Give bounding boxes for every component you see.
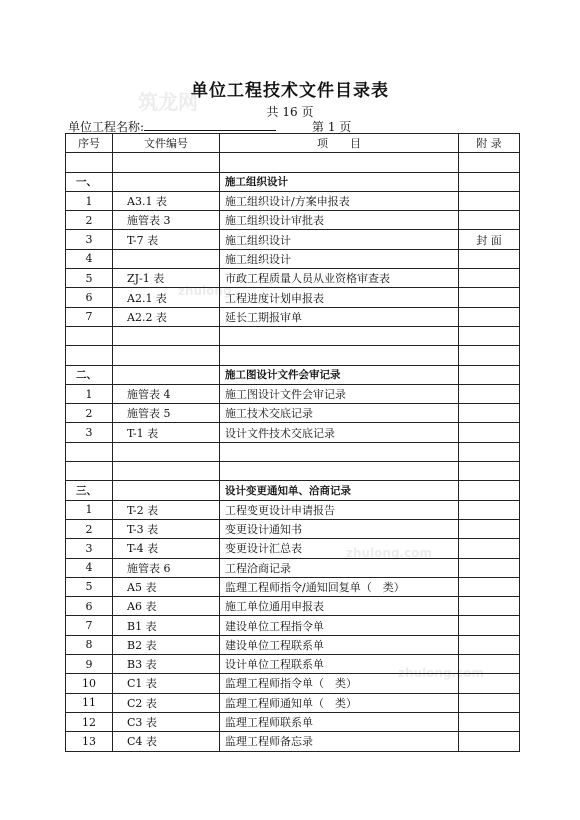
cell-code: A2.2 表: [113, 307, 220, 326]
blank-row: [66, 326, 520, 345]
cell-seq: 11: [66, 693, 113, 712]
cell-code: [113, 365, 220, 384]
cell-seq: [66, 442, 113, 461]
cell-item: [220, 442, 459, 461]
cell-code: A3.1 表: [113, 191, 220, 210]
cell-seq: 2: [66, 519, 113, 538]
table-row: [66, 558, 520, 577]
cell-attachment: [459, 732, 520, 751]
cell-code: A2.1 表: [113, 288, 220, 307]
cell-seq: 12: [66, 712, 113, 731]
cell-seq: 10: [66, 674, 113, 693]
table-row: [66, 539, 520, 558]
cell-code: T-1 表: [113, 423, 220, 442]
cell-code: ZJ-1 表: [113, 269, 220, 288]
cell-seq: [66, 153, 113, 172]
cell-seq: 4: [66, 249, 113, 268]
watermark: zhulong.com: [398, 666, 484, 680]
cell-seq: 1: [66, 191, 113, 210]
cell-seq: 2: [66, 404, 113, 423]
cell-attachment: [459, 539, 520, 558]
blank-row: [66, 346, 520, 365]
cell-item: [220, 326, 459, 345]
cell-item: 施工组织设计: [220, 172, 459, 191]
header-code: 文件编号: [113, 134, 220, 153]
cell-item: 施工图设计文件会审记录: [220, 365, 459, 384]
cell-item: 施工技术交底记录: [220, 404, 459, 423]
cell-item: 施工组织设计: [220, 249, 459, 268]
cell-item: 工程进度计划申报表: [220, 288, 459, 307]
cell-code: A6 表: [113, 597, 220, 616]
blank-row: [66, 462, 520, 481]
cell-item: [220, 153, 459, 172]
table-row: [66, 191, 520, 210]
cell-item: 建设单位工程联系单: [220, 635, 459, 654]
cell-code: B1 表: [113, 616, 220, 635]
table-row: [66, 655, 520, 674]
cell-seq: 3: [66, 423, 113, 442]
cell-code: [113, 249, 220, 268]
cell-attachment: 封 面: [459, 230, 520, 249]
section-row: [66, 172, 520, 191]
cell-attachment: [459, 172, 520, 191]
table-row: [66, 269, 520, 288]
cell-code: T-2 表: [113, 500, 220, 519]
cell-item: 监理工程师通知单（ 类）: [220, 693, 459, 712]
catalog-table: [65, 133, 520, 752]
cell-item: 工程洽商记录: [220, 558, 459, 577]
table-header-row: [66, 134, 520, 153]
section-row: [66, 365, 520, 384]
cell-item: 延长工期报审单: [220, 307, 459, 326]
cell-code: [113, 172, 220, 191]
cell-attachment: [459, 191, 520, 210]
cell-seq: 一、: [66, 172, 113, 191]
cell-code: [113, 481, 220, 500]
cell-seq: 二、: [66, 365, 113, 384]
cell-attachment: [459, 597, 520, 616]
cell-attachment: [459, 558, 520, 577]
cell-item: 施工单位通用申报表: [220, 597, 459, 616]
cell-code: 施管表 3: [113, 211, 220, 230]
cell-seq: [66, 326, 113, 345]
cell-seq: 6: [66, 288, 113, 307]
cell-code: [113, 153, 220, 172]
table-row: [66, 423, 520, 442]
cell-attachment: [459, 577, 520, 596]
cell-seq: 7: [66, 616, 113, 635]
table-row: [66, 712, 520, 731]
total-pages: 共 16 页: [266, 105, 314, 119]
cell-attachment: [459, 674, 520, 693]
cell-code: B2 表: [113, 635, 220, 654]
cell-seq: 2: [66, 211, 113, 230]
cell-seq: 3: [66, 539, 113, 558]
table-row: [66, 249, 520, 268]
table-row: [66, 404, 520, 423]
document-title: 单位工程技术文件目录表: [191, 81, 389, 101]
cell-code: A5 表: [113, 577, 220, 596]
cell-item: [220, 346, 459, 365]
cell-attachment: [459, 211, 520, 230]
cell-seq: 1: [66, 500, 113, 519]
cell-attachment: [459, 481, 520, 500]
cell-attachment: [459, 404, 520, 423]
blank-row: [66, 442, 520, 461]
cell-code: T-4 表: [113, 539, 220, 558]
cell-seq: [66, 346, 113, 365]
project-name-field: [144, 119, 276, 131]
cell-item: 变更设计通知书: [220, 519, 459, 538]
cell-code: C4 表: [113, 732, 220, 751]
cell-seq: 6: [66, 597, 113, 616]
cell-code: [113, 442, 220, 461]
cell-attachment: [459, 519, 520, 538]
table-row: [66, 674, 520, 693]
section-row: [66, 481, 520, 500]
cell-seq: 三、: [66, 481, 113, 500]
table-row: [66, 519, 520, 538]
cell-attachment: [459, 442, 520, 461]
cell-seq: 1: [66, 384, 113, 403]
cell-attachment: [459, 693, 520, 712]
cell-code: B3 表: [113, 655, 220, 674]
cell-attachment: [459, 307, 520, 326]
cell-seq: 7: [66, 307, 113, 326]
table-row: [66, 732, 520, 751]
table-row: [66, 211, 520, 230]
watermark: zhulong.com: [346, 546, 432, 560]
cell-item: 施工组织设计审批表: [220, 211, 459, 230]
table-row: [66, 597, 520, 616]
cell-attachment: [459, 712, 520, 731]
header-item: 项 目: [220, 134, 459, 153]
cell-item: 工程变更设计申请报告: [220, 500, 459, 519]
cell-attachment: [459, 269, 520, 288]
watermark: zhulong: [178, 284, 232, 298]
cell-attachment: [459, 462, 520, 481]
table-row: [66, 230, 520, 249]
project-name-label: 单位工程名称:: [68, 120, 145, 134]
cell-attachment: [459, 153, 520, 172]
table-row: [66, 616, 520, 635]
cell-attachment: [459, 616, 520, 635]
cell-attachment: [459, 288, 520, 307]
cell-item: 监理工程师联系单: [220, 712, 459, 731]
cell-attachment: [459, 249, 520, 268]
cell-code: [113, 462, 220, 481]
cell-seq: 4: [66, 558, 113, 577]
cell-seq: 8: [66, 635, 113, 654]
cell-item: [220, 462, 459, 481]
cell-code: 施管表 6: [113, 558, 220, 577]
cell-attachment: [459, 635, 520, 654]
cell-code: [113, 326, 220, 345]
cell-code: C3 表: [113, 712, 220, 731]
cell-code: 施管表 5: [113, 404, 220, 423]
table-row: [66, 500, 520, 519]
cell-code: 施管表 4: [113, 384, 220, 403]
cell-item: 设计变更通知单、洽商记录: [220, 481, 459, 500]
cell-attachment: [459, 384, 520, 403]
cell-item: 施工组织设计: [220, 230, 459, 249]
cell-seq: 5: [66, 269, 113, 288]
table-row: [66, 384, 520, 403]
cell-item: 设计文件技术交底记录: [220, 423, 459, 442]
table-row: [66, 577, 520, 596]
header-seq: 序号: [66, 134, 113, 153]
cell-attachment: [459, 423, 520, 442]
cell-attachment: [459, 500, 520, 519]
table-row: [66, 693, 520, 712]
page-number: 第 1 页: [312, 120, 352, 134]
cell-code: [113, 346, 220, 365]
cell-item: 设计单位工程联系单: [220, 655, 459, 674]
cell-seq: 5: [66, 577, 113, 596]
cell-item: 施工组织设计/方案申报表: [220, 191, 459, 210]
cell-item: 建设单位工程指令单: [220, 616, 459, 635]
table-row: [66, 635, 520, 654]
cell-seq: [66, 462, 113, 481]
cell-item: 监理工程师指令/通知回复单（ 类）: [220, 577, 459, 596]
cell-code: T-3 表: [113, 519, 220, 538]
cell-item: 监理工程师备忘录: [220, 732, 459, 751]
cell-seq: 13: [66, 732, 113, 751]
cell-item: 施工图设计文件会审记录: [220, 384, 459, 403]
cell-attachment: [459, 365, 520, 384]
table-row: [66, 288, 520, 307]
cell-seq: 3: [66, 230, 113, 249]
cell-code: C1 表: [113, 674, 220, 693]
cell-item: 变更设计汇总表: [220, 539, 459, 558]
table-row: [66, 307, 520, 326]
cell-item: 市政工程质量人员从业资格审查表: [220, 269, 459, 288]
cell-attachment: [459, 655, 520, 674]
watermark: 筑龙网: [138, 90, 198, 114]
blank-row: [66, 153, 520, 172]
cell-seq: 9: [66, 655, 113, 674]
header-attachment: 附 录: [459, 134, 520, 153]
cell-code: C2 表: [113, 693, 220, 712]
cell-item: 监理工程师指令单（ 类）: [220, 674, 459, 693]
cell-attachment: [459, 326, 520, 345]
cell-code: T-7 表: [113, 230, 220, 249]
cell-attachment: [459, 346, 520, 365]
